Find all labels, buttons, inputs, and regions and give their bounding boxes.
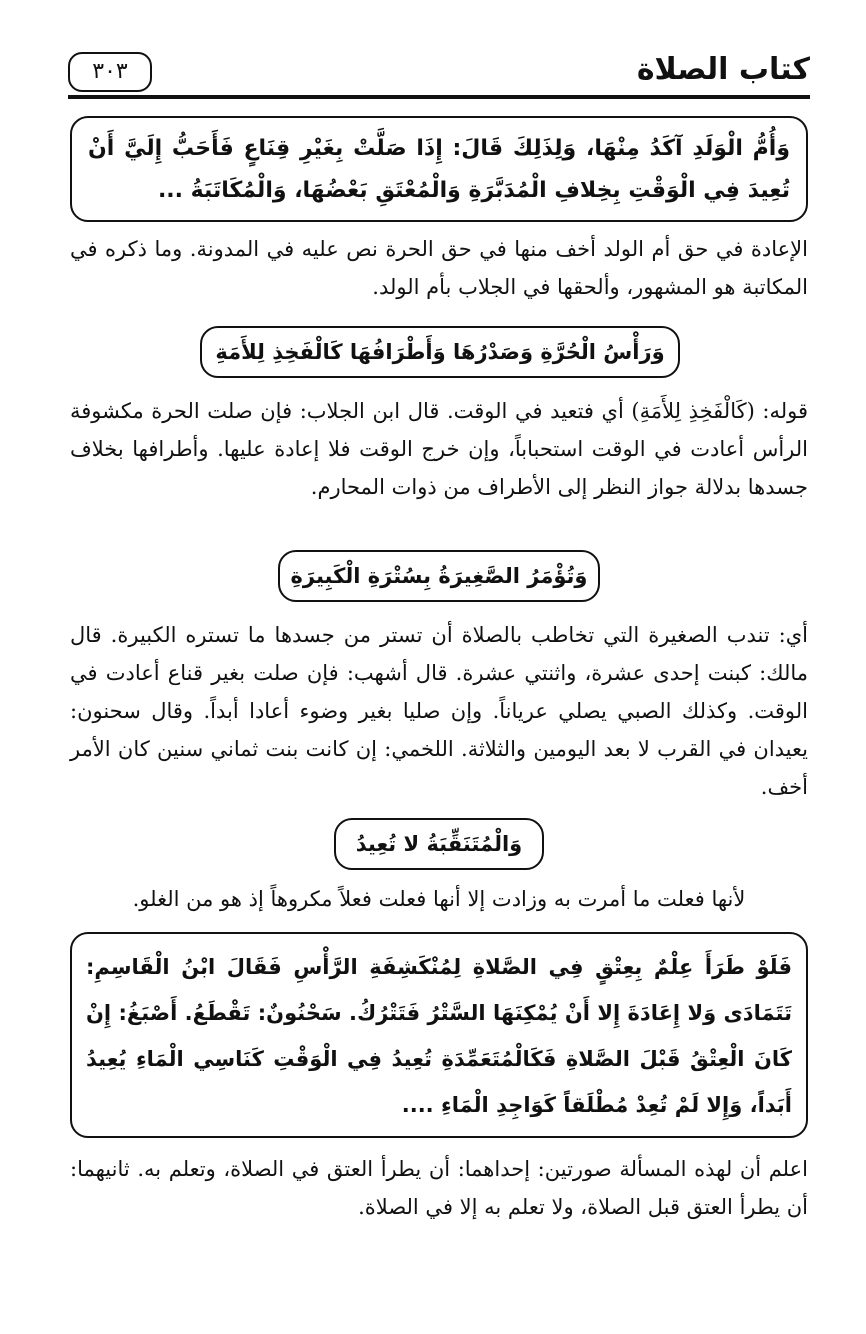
matn-box-1 [70,116,808,222]
commentary-1 [70,230,808,310]
header-rule [68,95,810,99]
commentary-text-1: الإعادة في حق أم الولد أخف منها في حق الحرة نص عليه في المدونة. وما ذكره في المكاتبة هو المشهور، وألحقها في الجلاب بأم الولد. [70,237,808,299]
commentary-2 [70,392,808,512]
page-header [68,52,810,96]
matn-box-4 [334,818,544,870]
matn-text-2: وَرَأْسُ الْحُرَّةِ وَصَدْرُهَا وَأَطْرَافُهَا كَالْفَخِذِ لِلأَمَةِ [215,340,665,364]
commentary-text-3: أي: تندب الصغيرة التي تخاطب بالصلاة أن تستر من جسدها ما تستره الكبيرة. قال مالك: كبنت إحدى عشرة، واثنتي عشرة. قال أشهب: فإن صلت بغير قناع أعادت في الوقت. وكذلك الصبي يصلي عرياناً. وإن صليا بغير وضوء أعادا أبداً. وقال سحنون: يعيدان في القرب لا بعد اليومين والثلاثة. اللخمي: إن كانت بنت ثماني سنين كان الأمر أخف. [70,623,808,799]
commentary-text-4: لأنها فعلت ما أمرت به وزادت إلا أنها فعلت فعلاً مكروهاً إذ هو من الغلو. [132,887,746,911]
commentary-3 [70,616,808,799]
matn-text-4: وَالْمُتَنَقِّبَةُ لا تُعِيدُ [355,832,523,856]
matn-text-1: وَأُمُّ الْوَلَدِ آكَدُ مِنْهَا، وَلِذَلِكَ قَالَ: إِذَا صَلَّتْ بِغَيْرِ قِنَاعٍ فَأَحَبُّ إِلَيَّ أَنْ تُعِيدَ فِي الْوَقْتِ بِخِلافِ الْمُدَبَّرَةِ وَالْمُعْتَقِ بَعْضُهَا، وَالْمُكَاتَبَةُ ... [88,136,790,203]
commentary-text-5: اعلم أن لهذه المسألة صورتين: إحداهما: أن يطرأ العتق في الصلاة، وتعلم به. ثانيهما: أن يطرأ العتق قبل الصلاة، ولا تعلم به إلا في الصلاة. [70,1157,808,1219]
matn-box-2 [200,326,680,378]
page-number: ٣٠٣ [68,52,152,92]
commentary-4 [70,880,808,920]
matn-text-3: وَتُؤْمَرُ الصَّغِيرَةُ بِسُتْرَةِ الْكَبِيرَةِ [290,564,588,588]
commentary-text-2: قوله: (كَالْفَخِذِ لِلأَمَةِ) أي فتعيد في الوقت. قال ابن الجلاب: فإن صلت الحرة مكشوفة الرأس أعادت في الوقت استحباباً، وإن خرج الوقت فلا إعادة عليها. وأطرافها بخلاف جسدها بدلالة جواز النظر إلى الأطراف من ذوات المحارم. [70,399,808,499]
matn-text-5: فَلَوْ طَرَأَ عِلْمٌ بِعِتْقٍ فِي الصَّلاةِ لِمُنْكَشِفَةِ الرَّأْسِ فَقَالَ ابْنُ الْقَاسِمِ: تَتَمَادَى وَلا إِعَادَةَ إِلا أَنْ يُمْكِنَهَا السَّتْرُ فَتَتْرُكُ. سَحْنُونٌ: تَقْطَعُ. أَصْبَغُ: إِنْ كَانَ الْعِتْقُ قَبْلَ الصَّلاةِ فَكَالْمُتَعَمِّدَةِ تُعِيدُ فِي الْوَقْتِ كَنَاسِي الْمَاءِ يُعِيدُ أَبَداً، وَإِلا لَمْ تُعِدْ مُطْلَقاً كَوَاجِدِ الْمَاءِ .... [86,955,792,1117]
matn-box-3 [278,550,600,602]
book-title: كتاب الصلاة [636,52,810,87]
matn-box-5 [70,932,808,1138]
commentary-5 [70,1150,808,1230]
